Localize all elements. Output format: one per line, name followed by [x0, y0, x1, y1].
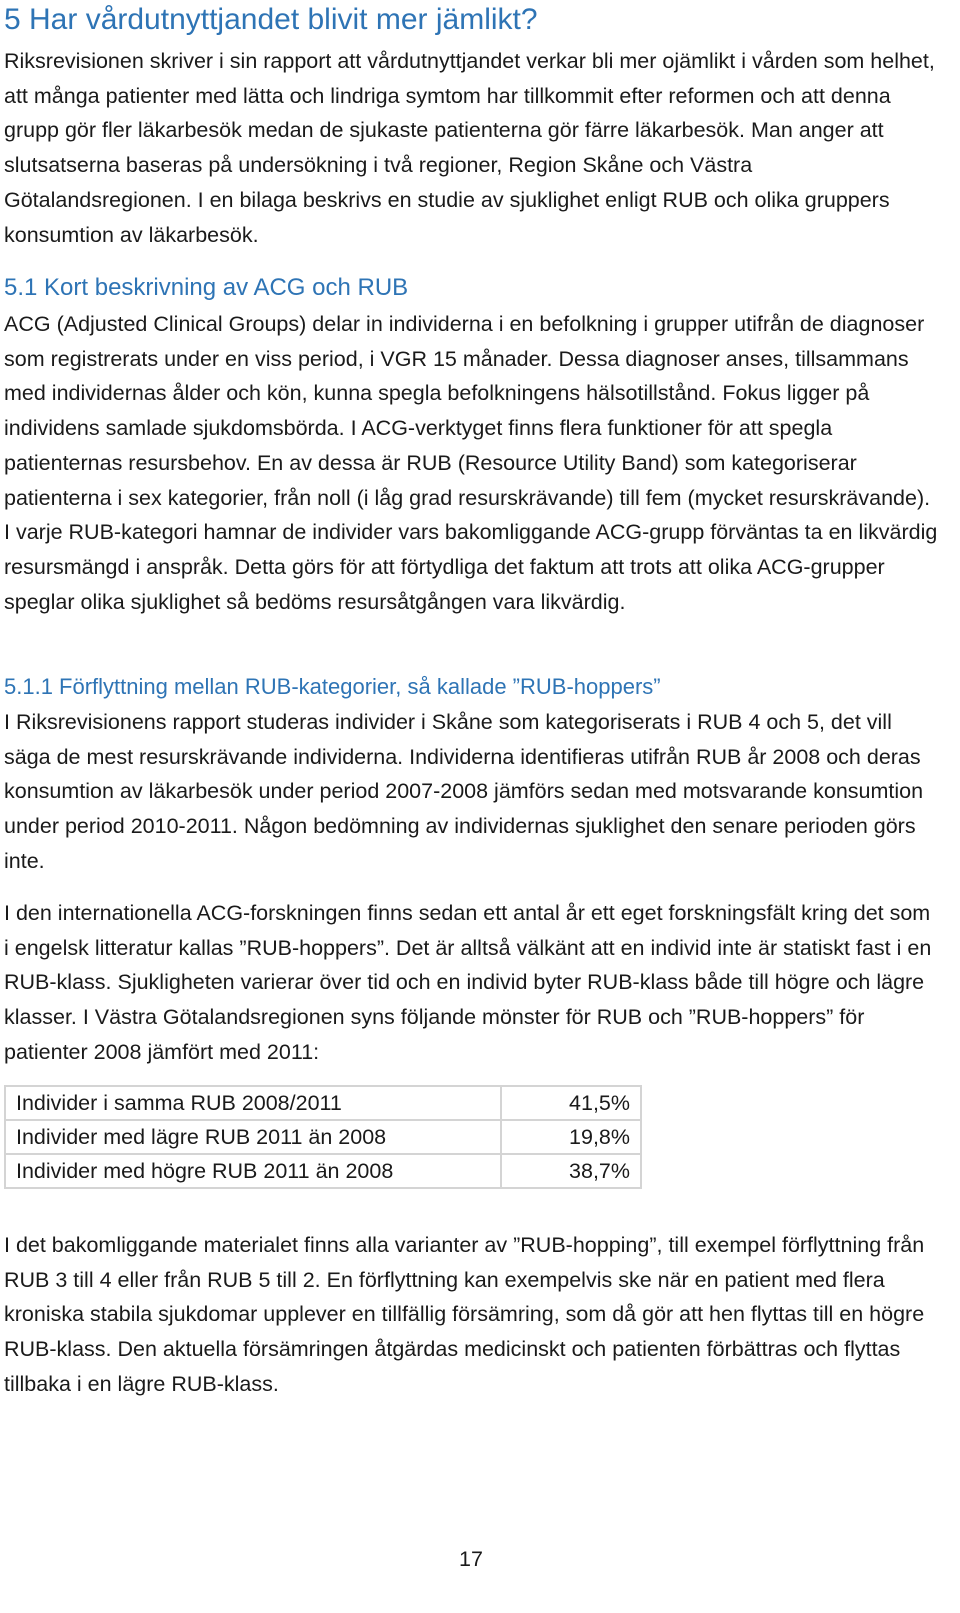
table-cell-value: 41,5% — [501, 1086, 641, 1120]
table-row — [5, 1086, 641, 1120]
page-number: 17 — [459, 1547, 483, 1571]
section-heading: 5 Har vårdutnyttjandet blivit mer jämlikt? — [4, 3, 538, 36]
table-row — [5, 1154, 641, 1188]
table-cell-value: 38,7% — [501, 1154, 641, 1188]
rub-hoppers-paragraph: I den internationella ACG-forskningen finns sedan ett antal år ett eget forskningsfält kring det som i engelsk litteratur kallas ”RUB-hoppers”. Det är alltså välkänt att en individ inte är statiskt fast i en RUB-klass. Sjukligheten varierar över tid och en individ byter RUB-klass både till högre och lägre klasser. I Västra Götalandsregionen syns följande mönster för RUB och ”RUB-hoppers” för patienter 2008 jämfört med 2011: — [4, 901, 932, 1064]
subsubsection-heading: 5.1.1 Förflyttning mellan RUB-kategorier, så kallade ”RUB-hoppers” — [4, 674, 661, 699]
subsection-body-paragraph: ACG (Adjusted Clinical Groups) delar in individerna i en befolkning i grupper utifrån de diagnoser som registrerats under en viss period, i VGR 15 månader. Dessa diagnoser anses, tillsammans med individernas ålder och kön, kunna spegla befolkningens hälsotillstånd. Fokus ligger på individens samlade sjukdomsbörda. I ACG-verktyget finns flera funktioner för att spegla patienternas resursbehov. En av dessa är RUB (Resource Utility Band) som kategoriserar patienterna i sex kategorier, från noll (i låg grad resurskrävande) till fem (mycket resurskrävande). I varje RUB-kategori hamnar de individer vars bakomliggande ACG-grupp förväntas ta en likvärdig resursmängd i anspråk. Detta görs för att förtydliga det faktum att trots att olika ACG-grupper speglar olika sjuklighet så bedöms resursåtgången vara likvärdig. — [4, 312, 938, 614]
table-cell-value: 19,8% — [501, 1120, 641, 1154]
rub-study-paragraph: I Riksrevisionens rapport studeras individer i Skåne som kategoriserats i RUB 4 och 5, det vill säga de mest resurskrävande individerna. Individerna identifieras utifrån RUB år 2008 och deras konsumtion av läkarbesök under period 2007-2008 jämförs sedan med motsvarande konsumtion under period 2010-2011. Någon bedömning av individernas sjuklighet den senare perioden görs inte. — [4, 710, 924, 873]
table-cell-label: Individer med lägre RUB 2011 än 2008 — [5, 1120, 501, 1154]
section-intro-paragraph: Riksrevisionen skriver i sin rapport att vårdutnyttjandet verkar bli mer ojämlikt i vården som helhet, att många patienter med lätta och lindriga symtom har tillkommit efter reformen och att denna grupp gör fler läkarbesök medan de sjukaste patienterna gör färre läkarbesök. Man anger att slutsatserna baseras på undersökning i två regioner, Region Skåne och Västra Götalandsregionen. I en bilaga beskrivs en studie av sjuklighet enligt RUB och olika gruppers konsumtion av läkarbesök. — [4, 49, 935, 247]
rub-comparison-table — [4, 1085, 642, 1189]
subsection-heading: 5.1 Kort beskrivning av ACG och RUB — [4, 274, 409, 301]
table-cell-label: Individer med högre RUB 2011 än 2008 — [5, 1154, 501, 1188]
rub-hopping-example-paragraph: I det bakomliggande materialet finns alla varianter av ”RUB-hopping”, till exempel förflyttning från RUB 3 till 4 eller från RUB 5 till 2. En förflyttning kan exempelvis ske när en patient med flera kroniska stabila sjukdomar upplever en tillfällig försämring, som då gör att hen flyttas till en högre RUB-klass. Den aktuella försämringen åtgärdas medicinskt och patienten förbättras och flyttas tillbaka i en lägre RUB-klass. — [4, 1233, 925, 1396]
table-cell-label: Individer i samma RUB 2008/2011 — [5, 1086, 501, 1120]
table-row — [5, 1120, 641, 1154]
